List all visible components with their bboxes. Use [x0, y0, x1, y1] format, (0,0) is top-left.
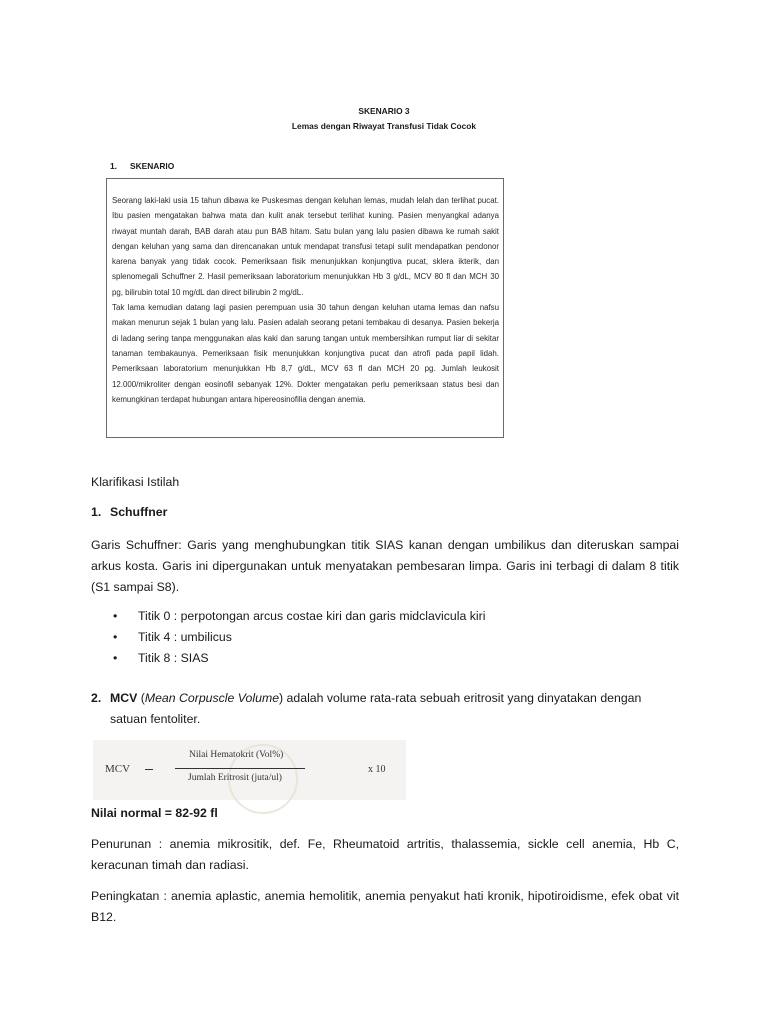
list-item-text: Titik 8 : SIAS: [138, 651, 209, 665]
document-title: SKENARIO 3: [358, 106, 410, 116]
item-2-term: MCV: [110, 691, 138, 705]
list-item: [113, 648, 485, 669]
schuffner-points-list: [113, 606, 485, 669]
formula-numerator: Nilai Hematokrit (Vol%): [189, 750, 284, 760]
paren-open: (: [137, 691, 145, 705]
bullet-icon: •: [113, 651, 118, 665]
list-item-text: Titik 0 : perpotongan arcus costae kiri dan garis midclavicula kiri: [138, 609, 486, 623]
item-2-rest: ) adalah volume rata-rata sebuah eritrosit yang dinyatakan dengan: [279, 691, 642, 705]
item-2-number: 2.: [91, 691, 102, 705]
item-2-expansion: Mean Corpuscle Volume: [144, 691, 280, 705]
section-heading: [110, 161, 174, 171]
normal-value: Nilai normal = 82-92 fl: [91, 806, 218, 820]
bullet-icon: •: [113, 609, 118, 623]
increase-causes: Peningkatan : anemia aplastic, anemia hemolitik, anemia penyakut hati kronik, hipotiroidisme, efek obat vit B12.: [91, 889, 679, 924]
schuffner-definition: Garis Schuffner: Garis yang menghubungkan titik SIAS kanan dengan umbilikus dan diteruskan sampai arkus kosta. Garis ini dipergunakan untuk menyatakan pembesaran limpa. Garis ini terbagi di dalam 8 titik (S1 sampai S8).: [91, 538, 679, 594]
item-2-continuation: satuan fentoliter.: [110, 712, 201, 726]
scenario-paragraph-1: Seorang laki-laki usia 15 tahun dibawa ke Puskesmas dengan keluhan lemas, mudah lelah dan terlihat pucat. Ibu pasien mengatakan bahwa mata dan kulit anak tersebut terlihat kuning. Pasien menyangkal adanya riwayat muntah darah, BAB darah atau pun BAB hitam. Satu bulan yang lalu pasien dibawa ke rumah sakit dengan keluhan yang sama dan direncanakan untuk mendapat transfusi tetapi sulit mendapatkan pendonor karena banyak yang tidak cocok. Pemeriksaan fisik menunjukkan konjungtiva pucat, sklera ikterik, dan splenomegali Schuffner 2. Hasil pemeriksaan laboratorium menunjukkan Hb 3 g/dL, MCV 80 fl dan MCH 30 pg, bilirubin total 10 mg/dL dan direct bilirubin 2 mg/dL.: [112, 196, 499, 297]
item-1-title: Schuffner: [110, 505, 168, 519]
section-number: 1.: [110, 161, 117, 171]
section-title: SKENARIO: [130, 161, 175, 171]
equals-sign-icon: [145, 769, 153, 770]
list-item: [113, 606, 485, 627]
bullet-icon: •: [113, 630, 118, 644]
item-1-heading: [91, 502, 679, 523]
formula-label: MCV: [105, 763, 131, 775]
formula-denominator: Jumlah Eritrosit (juta/ul): [188, 773, 282, 783]
formula-multiplier: x 10: [368, 764, 386, 775]
item-2-mcv-definition: [91, 688, 679, 730]
item-1-number: 1.: [91, 505, 102, 519]
list-item: [113, 627, 485, 648]
clarification-heading: Klarifikasi Istilah: [91, 475, 180, 489]
document-subtitle: Lemas dengan Riwayat Transfusi Tidak Cocok: [291, 121, 477, 131]
fraction-line: [175, 768, 305, 769]
document-header: [0, 104, 768, 134]
scenario-box: [106, 178, 504, 438]
scenario-paragraph-2: Tak lama kemudian datang lagi pasien perempuan usia 30 tahun dengan keluhan utama lemas dan nafsu makan menurun sejak 1 bulan yang lalu. Pasien adalah seorang petani tembakau di desanya. Pasien bekerja di ladang sering tanpa menggunakan alas kaki dan sarung tangan untuk membersihkan rumput liar di sekitar tanaman tembakaunya. Pemeriksaan fisik menunjukkan konjungtiva pucat dan atrofi pada papil lidah. Pemeriksaan laboratorium menunjukkan Hb 8,7 g/dL, MCV 63 fl dan MCH 20 pg. Jumlah leukosit 12.000/mikroliter dengan eosinofil sebanyak 12%. Dokter mengatakan perlu pemeriksaan status besi dan kemungkinan terdapat hubungan antara hipereosinofilia dengan anemia.: [112, 303, 499, 404]
list-item-text: Titik 4 : umbilicus: [138, 630, 232, 644]
decrease-causes: Penurunan : anemia mikrositik, def. Fe, Rheumatoid artritis, thalassemia, sickle cell anemia, Hb C, keracunan timah dan radiasi.: [91, 837, 679, 872]
mcv-formula-image: [93, 740, 406, 800]
